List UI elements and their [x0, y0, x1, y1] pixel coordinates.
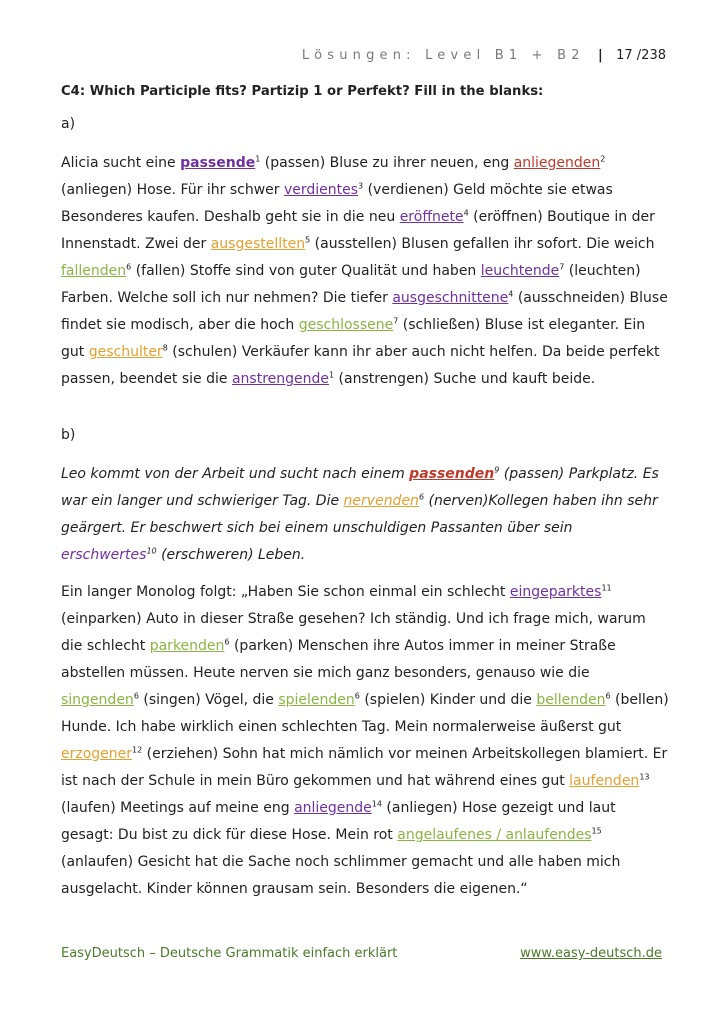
text: (leuchten) Farben. Welche soll ich nur nehmen? Die tiefer [61, 263, 641, 306]
answer-b2: nervenden [343, 493, 419, 509]
answer-b9: erzogener [61, 746, 133, 762]
paragraph-b-intro [61, 461, 671, 569]
paragraph-a [61, 150, 671, 393]
text: (passen) Bluse zu ihrer neuen, eng [260, 155, 514, 171]
text: (nerven)Kollegen haben ihn sehr geärgert. Er beschwert sich bei einem unschuldigen Passanten über sein [61, 493, 658, 536]
footnote-mark: 10 [146, 546, 157, 556]
text: (verdienen) Geld möchte sie etwas Besonderes kaufen. Deshalb geht sie in die neu [61, 182, 613, 225]
footnote-mark: 1 [255, 154, 261, 164]
footnote-mark: 7 [559, 262, 565, 272]
footnote-mark: 4 [463, 208, 469, 218]
text: (einparken) Auto in dieser Straße gesehen? Ich ständig. Und ich frage mich, warum die schlecht [61, 611, 646, 654]
text: Leo kommt von der Arbeit und sucht nach einem [61, 466, 410, 482]
header-separator: | [598, 48, 603, 63]
answer-2: anliegenden [513, 155, 601, 171]
text: (ausschneiden) Bluse findet sie modisch, aber die hoch [61, 290, 668, 333]
text: (anliegen) Hose gezeigt und laut gesagt: Du bist zu dick für diese Hose. Mein rot [61, 800, 616, 843]
answer-11: anstrengende [231, 371, 329, 387]
footer-link[interactable]: www.easy-deutsch.de [520, 946, 662, 961]
answer-b5: parkenden [149, 638, 225, 654]
footer-brand: EasyDeutsch – Deutsche Grammatik einfach erklärt [61, 946, 398, 961]
text: (singen) Vögel, die [138, 692, 279, 708]
footnote-mark: 13 [639, 772, 650, 782]
text: (erschweren) Leben. [156, 547, 306, 563]
footnote-mark: 8 [162, 343, 168, 353]
footnote-mark: 4 [508, 289, 514, 299]
footnote-mark: 5 [305, 235, 311, 245]
footnote-mark: 1 [329, 370, 335, 380]
footnote-mark: 6 [133, 691, 139, 701]
answer-b8: bellenden [536, 692, 606, 708]
text: (ausstellen) Blusen gefallen ihr sofort. Die weich [310, 236, 655, 252]
page-number: 17 /238 [616, 48, 666, 63]
text: (anstrengen) Suche und kauft beide. [334, 371, 596, 387]
text: (anliegen) Hose. Für ihr schwer [61, 182, 284, 198]
footnote-mark: 6 [418, 492, 425, 502]
footnote-mark: 7 [393, 316, 399, 326]
footnote-mark: 6 [354, 691, 360, 701]
answer-4: eröffnete [399, 209, 464, 225]
answer-b11: anliegende [294, 800, 372, 816]
exercise-content [61, 80, 671, 903]
part-a-label: a) [61, 116, 76, 132]
text: Ein langer Monolog folgt: „Haben Sie schon einmal ein schlecht [61, 584, 510, 600]
text: (spielen) Kinder und die [359, 692, 537, 708]
page-header [302, 48, 666, 63]
text: (schulen) Verkäufer kann ihr aber auch nicht helfen. Da beide perfekt passen, beendet sie die [61, 344, 660, 387]
answer-b3: erschwertes [61, 547, 147, 563]
text: (erziehen) Sohn hat mich nämlich vor meinen Arbeitskollegen blamiert. Er ist nach der Schule in mein Büro gekommen und hat während eines gut [61, 746, 668, 789]
footnote-mark: 6 [605, 691, 611, 701]
text: (anlaufen) Gesicht hat die Sache noch schlimmer gemacht und alle haben mich ausgelacht. Kinder können grausam sein. Besonders die eigenen.“ [61, 854, 621, 897]
answer-b1: passenden [409, 466, 495, 482]
text: (passen) Parkplatz. Es war ein langer und schwieriger Tag. Die [61, 466, 659, 509]
answer-b4: eingeparktes [509, 584, 602, 600]
text: (parken) Menschen ihre Autos immer in meiner Straße abstellen müssen. Heute nerven sie mich ganz besonders, genauso wie die [61, 638, 616, 681]
answer-1: passende [180, 155, 256, 171]
paragraph-b-main [61, 579, 671, 903]
text: Alicia sucht eine [61, 155, 181, 171]
section-title: Lösungen: Level B1 + B2 [301, 48, 585, 63]
text: (fallen) Stoffe sind von guter Qualität und haben [131, 263, 481, 279]
footnote-mark: 15 [591, 826, 602, 836]
answer-6: fallenden [61, 263, 127, 279]
answer-b6: singenden [61, 692, 134, 708]
part-b-label: b) [61, 427, 76, 443]
answer-7: leuchtende [480, 263, 560, 279]
answer-10: geschulter [88, 344, 163, 360]
text: (schließen) Bluse ist eleganter. Ein gut [61, 317, 646, 360]
footnote-mark: 6 [126, 262, 132, 272]
text: (eröffnen) Boutique in der Innenstadt. Zwei der [61, 209, 655, 252]
answer-8: ausgeschnittene [392, 290, 509, 306]
answer-5: ausgestellten [210, 236, 306, 252]
answer-b12: angelaufenes / anlaufendes [397, 827, 592, 843]
answer-3: verdientes [283, 182, 359, 198]
footnote-mark: 11 [601, 583, 612, 593]
footnote-mark: 12 [132, 745, 143, 755]
exercise-title: C4: Which Participle fits? Partizip 1 or Perfekt? Fill in the blanks: [61, 84, 544, 99]
text: (bellen) Hunde. Ich habe wirklich einen schlechten Tag. Mein normalerweise äußerst gut [61, 692, 669, 735]
answer-b7: spielenden [278, 692, 355, 708]
answer-9: geschlossene [298, 317, 394, 333]
footnote-mark: 2 [600, 154, 606, 164]
footnote-mark: 9 [494, 465, 500, 475]
footnote-mark: 6 [224, 637, 230, 647]
text: (laufen) Meetings auf meine eng [61, 800, 295, 816]
footnote-mark: 3 [358, 181, 364, 191]
answer-b10: laufenden [569, 773, 640, 789]
footnote-mark: 14 [371, 799, 382, 809]
